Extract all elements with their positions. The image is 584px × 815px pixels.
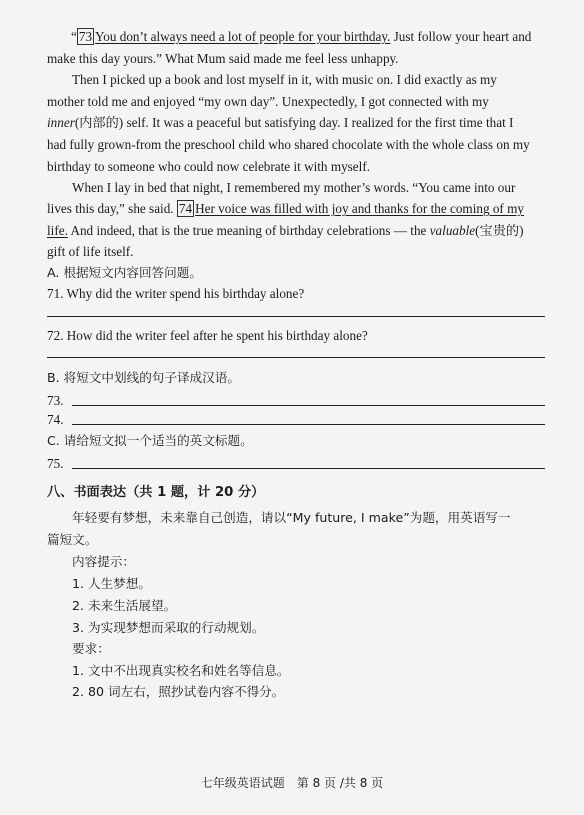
hints-title: 内容提示： (72, 554, 135, 569)
passage-line: make this day yours.” What Mum said made me feel less unhappy. (47, 51, 399, 66)
underlined-sentence-74: Her voice was filled with joy and thanks for the coming of my (195, 201, 524, 216)
answer-line-75[interactable] (72, 468, 545, 469)
passage-line: lives this day,” she said. 74 Her voice was filled with joy and thanks for the coming of my (47, 201, 524, 216)
passage-line: birthday to someone who could now celebrate it with myself. (47, 159, 371, 174)
hint-item: 3. 为实现梦想而采取的行动规划。 (72, 620, 265, 635)
underlined-sentence-73: You don’t always need a lot of people for your birthday. (95, 29, 391, 44)
page-footer: 七年级英语试题 第 8 页 /共 8 页 (200, 776, 384, 790)
section-b-heading: B. 将短文中划线的句子译成汉语。 (47, 370, 240, 385)
section-c-heading: C. 请给短文拟一个适当的英文标题。 (47, 433, 253, 448)
hint-item: 1. 人生梦想。 (72, 576, 151, 591)
passage-line: When I lay in bed that night, I remembered my mother’s words. “You came into our (72, 180, 516, 195)
answer-line-73[interactable] (72, 405, 545, 406)
answer-line-71[interactable] (47, 316, 545, 317)
passage-line: Then I picked up a book and lost myself in it, with music on. I did exactly as my (72, 72, 497, 87)
requirement-item: 1. 文中不出现真实校名和姓名等信息。 (72, 663, 290, 678)
part-8-title: 八、书面表达（共 1 题，计 20 分） (47, 485, 265, 500)
question-75-label: 75. (47, 456, 64, 471)
passage-line: inner(内部的) self. It was a peaceful but satisfying day. I realized for the first time that I (47, 115, 514, 130)
question-74-label: 74. (47, 412, 64, 427)
question-marker-73: 73 (78, 29, 93, 44)
hint-item: 2. 未来生活展望。 (72, 598, 177, 613)
passage-line: life. And indeed, that is the true meaning of birthday celebrations — the valuable(宝贵的) (47, 223, 524, 238)
question-71: 71. Why did the writer spend his birthday alone? (47, 286, 305, 301)
writing-prompt: 年轻要有梦想，未来靠自己创造，请以“My future, I make”为题，用英语写一 (72, 510, 511, 525)
question-73-label: 73. (47, 393, 64, 408)
requirements-title: 要求： (72, 641, 110, 656)
passage-line: gift of life itself. (47, 244, 134, 259)
answer-line-72[interactable] (47, 357, 545, 358)
question-marker-74: 74 (178, 201, 193, 216)
passage-line: “ 73 You don’t always need a lot of people for your birthday. Just follow your heart and (71, 29, 532, 44)
question-72: 72. How did the writer feel after he spent his birthday alone? (47, 328, 368, 343)
answer-line-74[interactable] (72, 424, 545, 425)
requirement-item: 2. 80 词左右，照抄试卷内容不得分。 (72, 684, 285, 699)
passage-line: had fully grown-from the preschool child who shared chocolate with the whole class on my (47, 137, 530, 152)
section-a-heading: A. 根据短文内容回答问题。 (47, 265, 202, 280)
writing-prompt: 篇短文。 (47, 532, 98, 547)
passage-line: mother told me and enjoyed “my own day”. Unexpectedly, I got connected with my (47, 94, 489, 109)
